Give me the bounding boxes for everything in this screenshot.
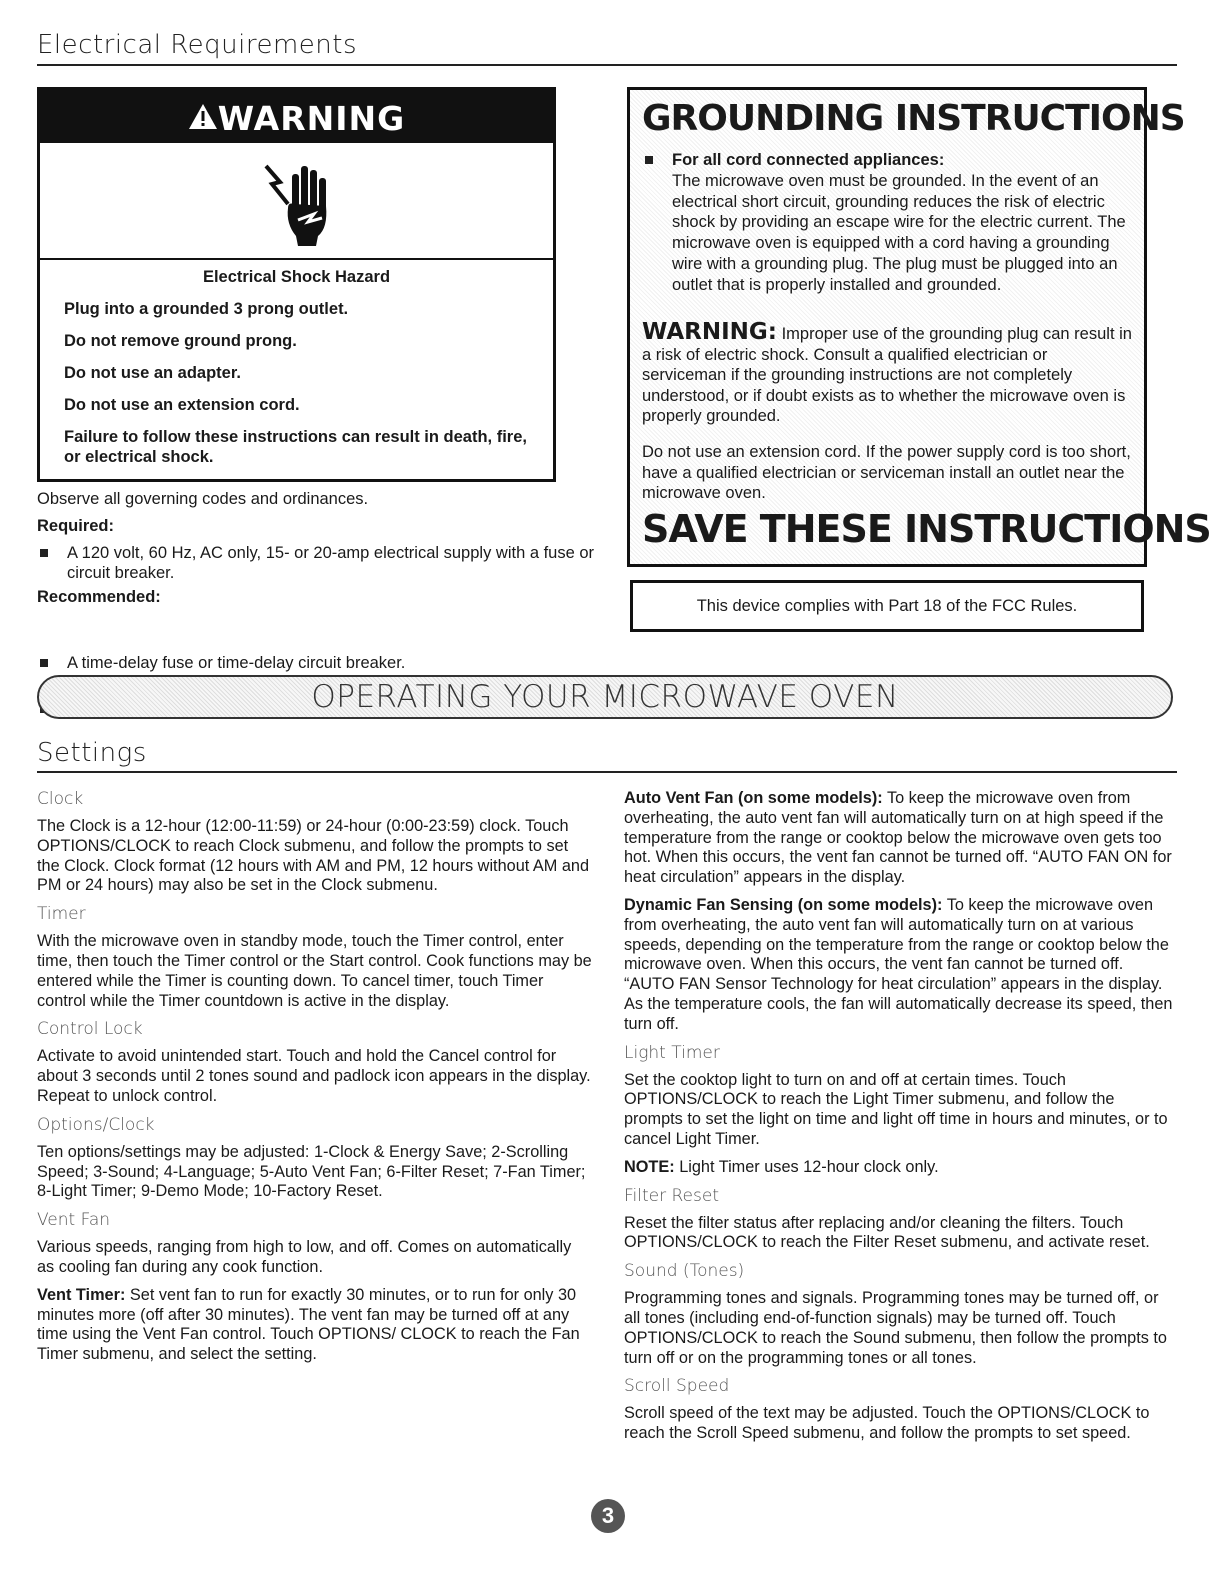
cord-heading-text: For all cord connected appliances:: [672, 151, 945, 169]
operating-banner: OPERATING YOUR MICROWAVE OVEN: [37, 675, 1173, 719]
options-heading: Options/Clock: [37, 1114, 155, 1135]
auto-vent-label: Auto Vent Fan (on some models):: [624, 789, 883, 807]
recommended-label: Recommended:: [37, 588, 161, 606]
warning-box: [37, 87, 556, 482]
light-timer-text: Set the cooktop light to turn on and off at certain times. Touch OPTIONS/CLOCK to reach the Light Timer submenu, and follow the prompts to set the light on time and light off time in hours and minutes, or to cancel Light Timer.: [624, 1070, 1168, 1148]
warning-line: Plug into a grounded 3 prong outlet.: [64, 300, 349, 318]
note-text: [624, 1158, 1176, 1178]
timer-text: With the microwave oven in standby mode, touch the Timer control, enter time, then touch the Timer control or the Start control. Cook functions may be entered while the Timer is counting down. To cancel timer, touch Timer control while the Timer countdown is active in the display.: [37, 932, 592, 1010]
settings-rule: [37, 771, 1177, 773]
grounding-title: GROUNDING INSTRUCTIONS: [642, 98, 1185, 139]
filter-reset-heading: Filter Reset: [624, 1185, 719, 1206]
vent-fan-text: Various speeds, ranging from high to low, and off. Comes on automatically as cooling fan during any cook function.: [37, 1238, 572, 1276]
sound-text: Programming tones and signals. Programming tones may be turned off, or all tones (including end-of-function signals) may be turned off. Touch OPTIONS/CLOCK to reach the Sound submenu, then follow the prompts to turn off or on the programming tones or all tones.: [624, 1289, 1167, 1367]
vent-timer-text: [37, 1286, 592, 1365]
grounding-box: [627, 87, 1211, 567]
grounding-warning-text: Improper use of the grounding plug can result in a risk of electric shock. Consult a qualified electrician or serviceman if the grounding instructions are not completely understood, or if doubt exists as to whether the microwave oven is properly grounded.: [642, 325, 1132, 425]
note-label: NOTE:: [624, 1157, 675, 1176]
grounding-warning-label: WARNING:: [642, 319, 777, 345]
light-timer-heading: Light Timer: [624, 1042, 720, 1063]
fcc-box: This device complies with Part 18 of the FCC Rules.: [630, 580, 1144, 632]
dynamic-fan-label: Dynamic Fan Sensing (on some models):: [624, 895, 943, 914]
warning-line: Do not remove ground prong.: [64, 332, 297, 350]
vent-timer-body: Set vent fan to run for exactly 30 minutes, or to run for only 30 minutes more (off after 30 minutes). The vent fan may be turned off at any time using the Vent Fan control. Touch OPTIONS/ CLOCK to reach the Fan Timer submenu, and select the setting.: [37, 1285, 580, 1364]
observe-text: Observe all governing codes and ordinances.: [37, 490, 369, 508]
clock-heading: Clock: [37, 789, 84, 809]
section-title-electrical: Electrical Requirements: [37, 30, 358, 60]
required-label: Required:: [37, 517, 115, 535]
control-lock-text: Activate to avoid unintended start. Touch and hold the Cancel control for about 3 seconds until 2 tones sound and padlock icon appears in the display. Repeat to unlock control.: [37, 1047, 591, 1105]
note-body: Light Timer uses 12-hour clock only.: [679, 1157, 939, 1176]
filter-reset-text: Reset the filter status after replacing and/or cleaning the filters. Touch OPTIONS/CLOCK to reach the Filter Reset submenu, and activate reset.: [624, 1213, 1150, 1252]
warning-line: Do not use an adapter.: [64, 364, 241, 382]
grounding-warning: [642, 319, 1134, 427]
settings-right-column: [624, 789, 1176, 1444]
warning-triangle-icon: [188, 92, 218, 145]
extension-text: Do not use an extension cord. If the power supply cord is too short, have a qualified electrician or serviceman install an outlet near the microwave oven.: [642, 443, 1131, 502]
clock-text: The Clock is a 12-hour (12:00-11:59) or 24-hour (0:00-23:59) clock. Touch OPTIONS/CLOCK to reach Clock submenu, and follow the prompts to set the Clock. Clock format (12 hours with AM and PM, 12 hours without AM and PM or 24 hours) may also be set in the Clock submenu.: [37, 817, 590, 895]
scroll-speed-heading: Scroll Speed: [624, 1376, 730, 1397]
hazard-title: Electrical Shock Hazard: [202, 268, 391, 286]
warning-label: WARNING: [217, 99, 406, 138]
warning-line: Failure to follow these instructions can result in death, fire, or electrical shock.: [64, 428, 527, 466]
auto-vent-body: To keep the microwave oven from overheating, the auto vent fan will automatically turn on at high speed if the temperature from the range or cooktop below the microwave oven gets too hot. When this occurs, the vent fan cannot be turned off. “AUTO FAN ON for heat circulation” appears in the display.: [624, 789, 1172, 887]
title-rule: [37, 64, 1177, 66]
warning-header: [40, 90, 553, 143]
recommended-item-text: A time-delay fuse or time-delay circuit breaker.: [67, 654, 406, 672]
vent-timer-label: Vent Timer:: [37, 1285, 126, 1304]
options-text: Ten options/settings may be adjusted: 1-Clock & Energy Save; 2-Scrolling Speed; 3-Sound; 4-Language; 5-Auto Vent Fan; 6-Filter Reset; 7-Fan Timer; 8-Light Timer; 9-Demo Mode; 10-Factory Reset.: [37, 1142, 586, 1201]
vent-fan-heading: Vent Fan: [37, 1210, 111, 1231]
cord-text: The microwave oven must be grounded. In the event of an electrical short circuit, grounding reduces the risk of electric shock by providing an escape wire for the electric current. The microwave oven is equipped with a cord having a grounding wire with a grounding plug. The plug must be plugged into an outlet that is properly installed and grounded.: [672, 172, 1126, 294]
required-item: [37, 543, 622, 583]
dynamic-fan-body: To keep the microwave oven from overheating, the auto vent fan will automatically turn on at various speeds, depending on the temperature from the range or cooktop below the microwave oven. When this occurs, the vent fan cannot be turned off. “AUTO FAN Sensor Technology for heat circulation” appears in the display. As the temperature cools, the fan will automatically decrease its speed, then turn off.: [624, 895, 1173, 1033]
scroll-speed-text: Scroll speed of the text may be adjusted. Touch the OPTIONS/CLOCK to reach the Scroll Speed submenu, and follow the prompts to set speed.: [624, 1404, 1150, 1443]
dynamic-fan-text: [624, 896, 1176, 1035]
warning-line: Do not use an extension cord.: [64, 396, 300, 414]
required-item-text: A 120 volt, 60 Hz, AC only, 15- or 20-amp electrical supply with a fuse or circuit breaker.: [67, 544, 595, 582]
section-title-settings: Settings: [37, 738, 147, 768]
settings-left-column: [37, 789, 592, 1365]
shock-hand-icon: [40, 143, 553, 260]
recommended-item: [37, 653, 622, 673]
cord-heading: [642, 150, 1152, 170]
page-number: 3: [591, 1499, 625, 1533]
control-lock-heading: Control Lock: [37, 1019, 143, 1040]
save-instructions: SAVE THESE INSTRUCTIONS: [642, 507, 1211, 551]
auto-vent-text: [624, 789, 1176, 888]
sound-heading: Sound (Tones): [624, 1261, 745, 1282]
timer-heading: Timer: [37, 904, 86, 925]
